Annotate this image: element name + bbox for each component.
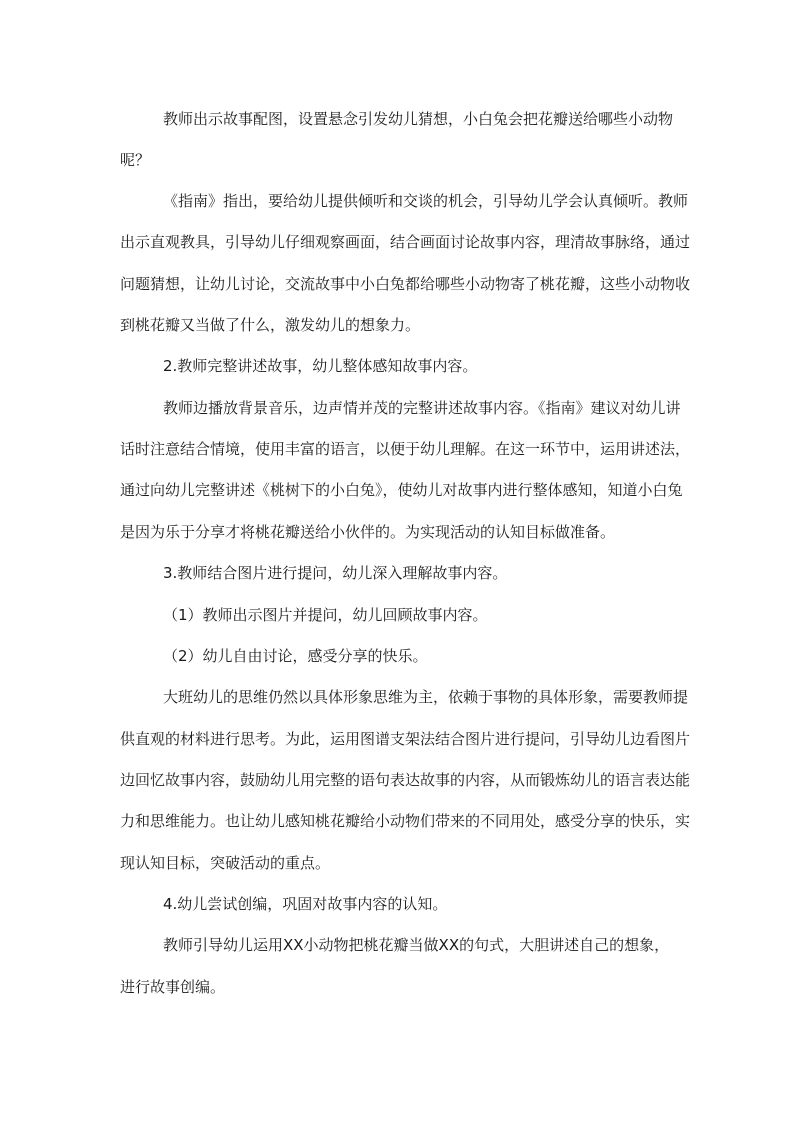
- text-line: 问题猜想，让幼儿讨论，交流故事中小白兔都给哪些小动物寄了桃花瓣，这些小动物收: [120, 275, 691, 293]
- text-line: 通过向幼儿完整讲述《桃树下的小白兔》，使幼儿对故事内进行整体感知，知道小白兔: [120, 481, 683, 499]
- text-line: 出示直观教具，引导幼儿仔细观察画面，结合画面讨论故事内容，理清故事脉络，通过: [120, 233, 691, 251]
- text-line: 是因为乐于分享才将桃花瓣送给小伙伴的。为实现活动的认知目标做准备。: [120, 523, 616, 541]
- text-line: 《指南》指出，要给幼儿提供倾听和交谈的机会，引导幼儿学会认真倾听。教师: [163, 192, 689, 210]
- text-line: 教师引导幼儿运用XX小动物把桃花瓣当做XX的句式，大胆讲述自己的想象，: [163, 936, 670, 954]
- text-line: 教师出示故事配图，设置悬念引发幼儿猜想，小白兔会把花瓣送给哪些小动物: [163, 110, 674, 128]
- text-line: 呢？: [120, 151, 151, 169]
- text-line: 大班幼儿的思维仍然以具体形象思维为主，依赖于事物的具体形象，需要教师提: [163, 688, 689, 706]
- section-heading: 4.幼儿尝试创编，巩固对故事内容的认知。: [163, 895, 448, 913]
- text-line: 进行故事创编。: [120, 978, 226, 996]
- text-line: 到桃花瓣又当做了什么，激发幼儿的想象力。: [120, 316, 421, 334]
- text-line: 现认知目标，突破活动的重点。: [120, 854, 331, 872]
- text-line: 教师边播放背景音乐，边声情并茂的完整讲述故事内容。《指南》建议对幼儿讲: [163, 399, 681, 417]
- text-line: 话时注意结合情境，使用丰富的语言，以便于幼儿理解。在这一环节中，运用讲述法，: [120, 440, 691, 458]
- list-item: （1）教师出示图片并提问，幼儿回顾故事内容。: [163, 606, 488, 624]
- text-line: 供直观的材料进行思考。为此，运用图谱支架法结合图片进行提问，引导幼儿边看图片: [120, 730, 691, 748]
- text-line: 边回忆故事内容，鼓励幼儿用完整的语句表达故事的内容，从而锻炼幼儿的语言表达能: [120, 771, 691, 789]
- section-heading: 2.教师完整讲述故事，幼儿整体感知故事内容。: [163, 357, 478, 375]
- text-line: 力和思维能力。也让幼儿感知桃花瓣给小动物们带来的不同用处，感受分享的快乐，实: [120, 812, 691, 830]
- section-heading: 3.教师结合图片进行提问，幼儿深入理解故事内容。: [163, 564, 508, 582]
- list-item: （2）幼儿自由讨论，感受分享的快乐。: [163, 647, 428, 665]
